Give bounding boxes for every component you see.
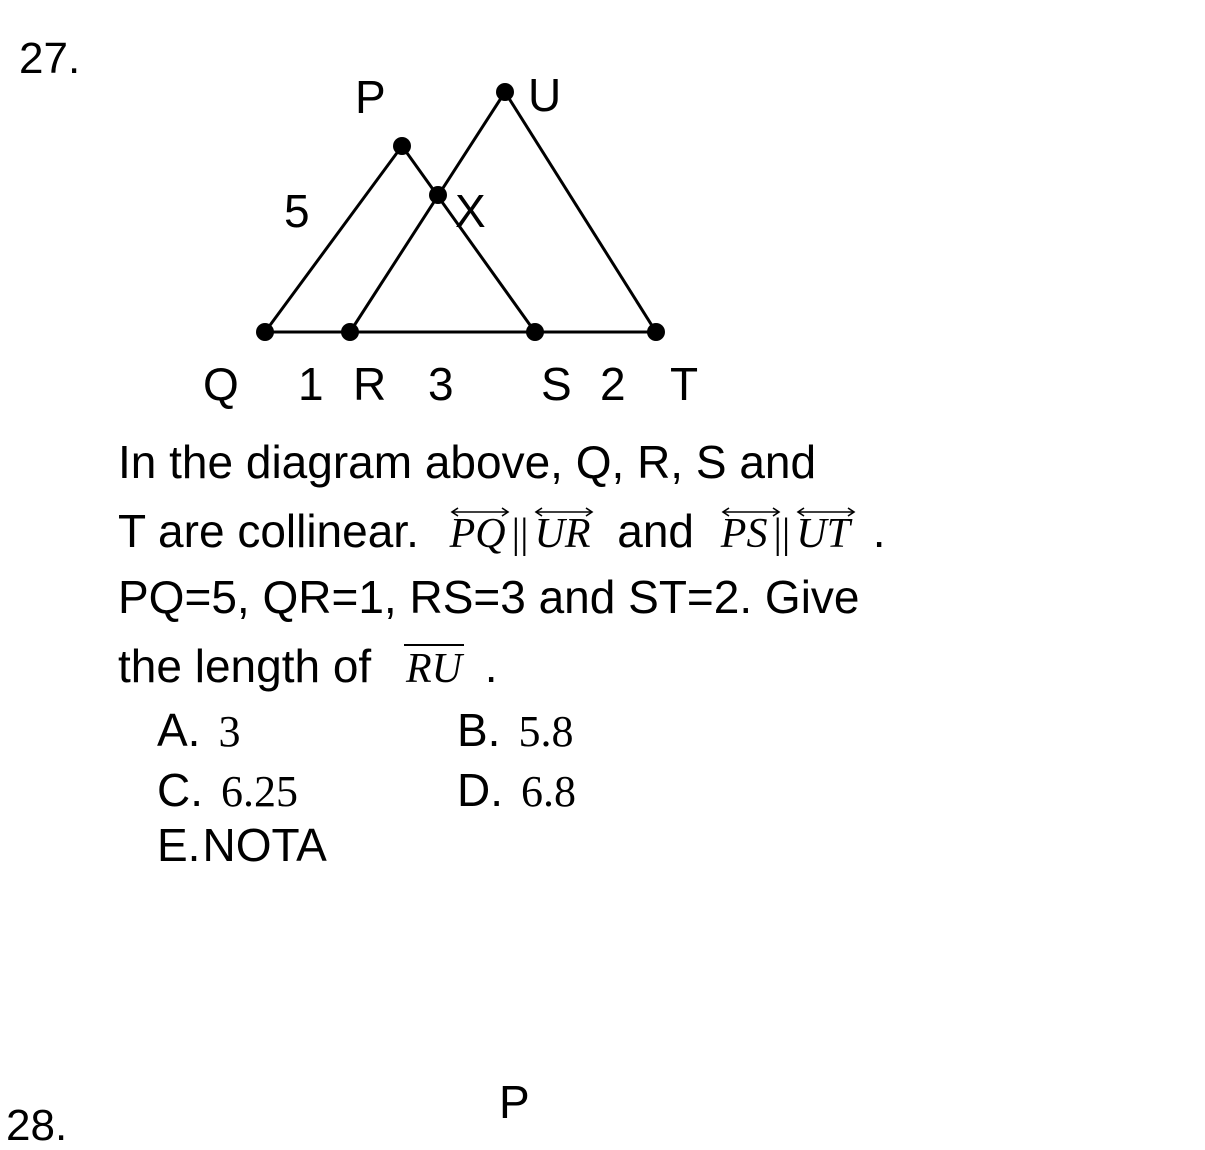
line2-end: . <box>872 505 886 557</box>
point-S-dot <box>526 323 544 341</box>
question-line-2 <box>118 505 886 557</box>
choice-letter: D. <box>457 764 503 816</box>
point-T-dot <box>647 323 665 341</box>
segment-PQ <box>265 146 402 332</box>
parallel-symbol-1: || <box>511 511 529 557</box>
label-P: P <box>355 71 386 123</box>
choice-letter: C. <box>157 764 203 816</box>
choice-A[interactable] <box>157 703 240 757</box>
line-arrow-icon <box>721 507 781 517</box>
choice-D[interactable] <box>457 763 576 817</box>
choice-value: 5.8 <box>518 707 574 756</box>
question-line-3: PQ=5, QR=1, RS=3 and ST=2. Give <box>118 571 860 623</box>
line-arrow-icon <box>534 507 594 517</box>
point-Q-dot <box>256 323 274 341</box>
parallel-symbol-2: || <box>773 511 791 557</box>
choice-value: 6.25 <box>221 767 298 816</box>
choice-letter: A. <box>157 704 201 756</box>
choice-B[interactable] <box>457 703 573 757</box>
label-T: T <box>670 358 699 410</box>
next-diagram-label-P: P <box>499 1076 530 1128</box>
choice-value: NOTA <box>202 819 327 871</box>
line-PS: PS <box>721 513 768 555</box>
label-U: U <box>528 69 562 121</box>
line-arrow-icon <box>796 507 856 517</box>
line-arrow-icon <box>450 507 510 517</box>
label-Q: Q <box>203 358 239 410</box>
choice-value: 6.8 <box>521 767 576 816</box>
point-X-dot <box>429 186 447 204</box>
line2-and: and <box>617 505 695 557</box>
choice-value: 3 <box>218 707 241 756</box>
choice-letter: B. <box>457 704 501 756</box>
length-PQ: 5 <box>284 185 310 237</box>
line4-end: . <box>484 640 498 692</box>
choice-letter: E. <box>157 819 201 871</box>
length-RS: 3 <box>428 358 454 410</box>
choice-C[interactable] <box>157 763 298 817</box>
question-line-1: In the diagram above, Q, R, S and <box>118 436 817 488</box>
label-S: S <box>541 358 572 410</box>
label-X: X <box>455 185 486 237</box>
question-line-4 <box>118 640 498 692</box>
line2-prefix: T are collinear. <box>118 505 419 557</box>
segment-RU: RU <box>405 646 462 692</box>
segment-UT <box>505 92 656 332</box>
question-number: 27. <box>19 34 81 83</box>
choice-E[interactable] <box>157 818 327 872</box>
line-UR: UR <box>534 513 590 555</box>
line-UT: UT <box>796 513 850 555</box>
segment-PS <box>402 146 535 332</box>
question-number-next: 28. <box>6 1101 68 1150</box>
length-ST: 2 <box>600 358 626 410</box>
point-R-dot <box>341 323 359 341</box>
length-QR: 1 <box>298 358 324 410</box>
point-P-dot <box>393 137 411 155</box>
line-PQ: PQ <box>450 513 506 555</box>
label-R: R <box>353 358 387 410</box>
point-U-dot <box>496 83 514 101</box>
line4-prefix: the length of <box>118 640 372 692</box>
